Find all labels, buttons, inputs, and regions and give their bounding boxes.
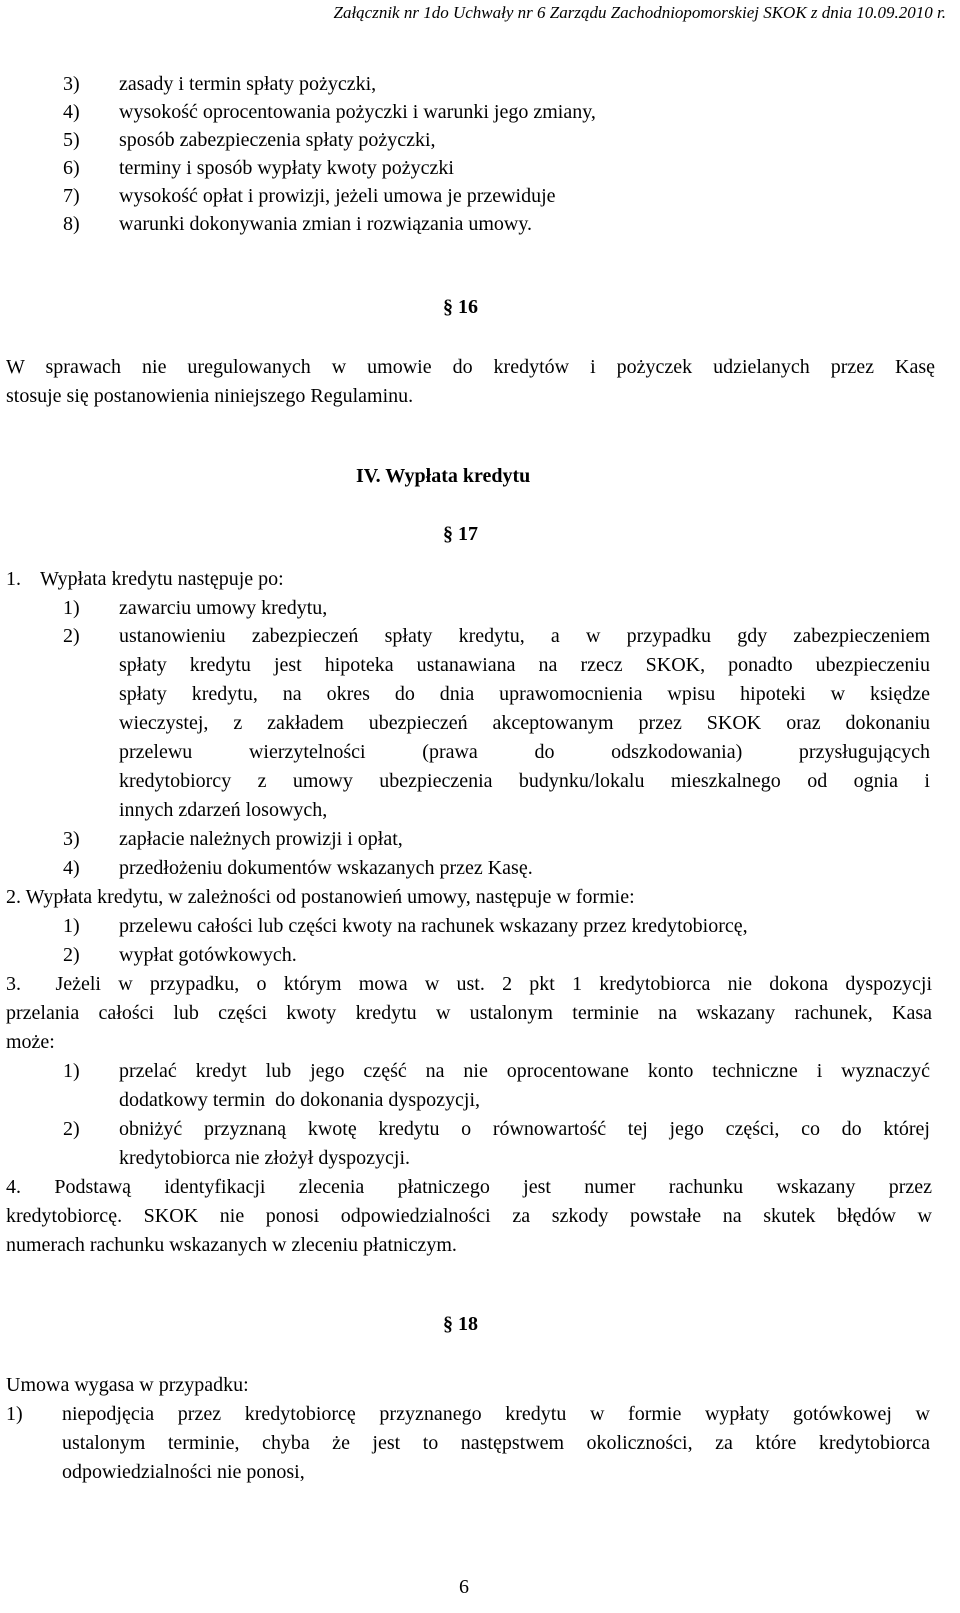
section-16-text-line: stosuje się postanowienia niniejszego Regulaminu. bbox=[6, 385, 414, 407]
list-item bbox=[63, 70, 80, 98]
list-number: 4) bbox=[63, 857, 80, 879]
list-item bbox=[63, 182, 80, 210]
list-item bbox=[63, 126, 80, 154]
list-number: 1) bbox=[63, 915, 80, 937]
text-line: dodatkowy termin do dokonania dyspozycji, bbox=[119, 1089, 481, 1111]
list-item bbox=[63, 154, 80, 182]
text-line: 4. Podstawą identyfikacji zlecenia płatniczego jest numer rachunku wskazany przez bbox=[6, 1176, 932, 1198]
text-line: obniżyć przyznaną kwotę kredytu o równowartość tej jego części, co do której bbox=[119, 1118, 930, 1140]
text-line: spłaty kredytu, na okres do dnia uprawomocnienia wpisu hipoteki w księdze bbox=[119, 683, 930, 705]
text-line: przelać kredyt lub jego część na nie oprocentowane konto techniczne i wyznaczyć bbox=[119, 1060, 930, 1082]
list-item-text: zapłacie należnych prowizji i opłat, bbox=[119, 828, 403, 850]
list-number: 6) bbox=[63, 157, 80, 179]
list-item-text: przedłożeniu dokumentów wskazanych przez Kasę. bbox=[119, 857, 533, 879]
list-number: 2) bbox=[63, 944, 80, 966]
text-line: ustalonym terminie, chyba że jest to następstwem okoliczności, za które kredytobiorca bbox=[62, 1432, 930, 1454]
section-18-heading: § 18 bbox=[443, 1313, 478, 1335]
chapter-heading: IV. Wypłata kredytu bbox=[356, 465, 531, 487]
text-line: kredytobiorca nie złożył dyspozycji. bbox=[119, 1147, 411, 1169]
text-line: spłaty kredytu jest hipoteka ustanawiana na rzecz SKOK, ponadto ubezpieczeniu bbox=[119, 654, 930, 676]
list-item-text: terminy i sposób wypłaty kwoty pożyczki bbox=[119, 157, 454, 179]
paragraph-text: Wypłata kredytu następuje po: bbox=[40, 568, 284, 590]
text-line: 3. Jeżeli w przypadku, o którym mowa w ust. 2 pkt 1 kredytobiorca nie dokona dyspozycji bbox=[6, 973, 932, 995]
list-number: 1) bbox=[6, 1403, 23, 1425]
section-16-heading: § 16 bbox=[443, 296, 478, 318]
text-line: może: bbox=[6, 1031, 55, 1053]
text-line: wieczystej, z zakładem ubezpieczeń akceptowanym przez SKOK oraz dokonaniu bbox=[119, 712, 930, 734]
list-item-text: sposób zabezpieczenia spłaty pożyczki, bbox=[119, 129, 436, 151]
list-item-text: wysokość oprocentowania pożyczki i warunki jego zmiany, bbox=[119, 101, 596, 123]
text-line: niepodjęcia przez kredytobiorcę przyznanego kredytu w formie wypłaty gotówkowej w bbox=[62, 1403, 930, 1425]
paragraph-number: 1. bbox=[6, 568, 21, 590]
list-item-text: przelewu całości lub części kwoty na rachunek wskazany przez kredytobiorcę, bbox=[119, 915, 748, 937]
text-line: przelewu wierzytelności (prawa do odszkodowania) przysługujących bbox=[119, 741, 930, 763]
list-item bbox=[63, 98, 80, 126]
list-item-text: wysokość opłat i prowizji, jeżeli umowa je przewiduje bbox=[119, 185, 556, 207]
list-item-text: wypłat gotówkowych. bbox=[119, 944, 297, 966]
list-number: 3) bbox=[63, 73, 80, 95]
list-item bbox=[63, 210, 80, 238]
text-line: przelania całości lub części kwoty kredytu w ustalonym terminie na wskazany rachunek, Kasa bbox=[6, 1002, 932, 1024]
text-line: kredytobiorcę. SKOK nie ponosi odpowiedzialności za szkody powstałe na skutek błędów w bbox=[6, 1205, 932, 1227]
text-line: kredytobiorcy z umowy ubezpieczenia budynku/lokalu mieszkalnego od ognia i bbox=[119, 770, 930, 792]
paragraph-text: Umowa wygasa w przypadku: bbox=[6, 1374, 249, 1396]
list-number: 2) bbox=[63, 1118, 80, 1140]
section-16-text-line: W sprawach nie uregulowanych w umowie do kredytów i pożyczek udzielanych przez Kasę bbox=[6, 356, 935, 378]
page-number: 6 bbox=[459, 1576, 469, 1598]
list-number: 2) bbox=[63, 625, 80, 647]
list-number: 5) bbox=[63, 129, 80, 151]
paragraph-text: 2. Wypłata kredytu, w zależności od postanowień umowy, następuje w formie: bbox=[6, 886, 635, 908]
list-item-text: warunki dokonywania zmian i rozwiązania umowy. bbox=[119, 213, 533, 235]
document-header: Załącznik nr 1do Uchwały nr 6 Zarządu Zachodniopomorskiej SKOK z dnia 10.09.2010 r. bbox=[333, 3, 946, 22]
list-number: 4) bbox=[63, 101, 80, 123]
text-line: ustanowieniu zabezpieczeń spłaty kredytu, a w przypadku gdy zabezpieczeniem bbox=[119, 625, 930, 647]
list-number: 8) bbox=[63, 213, 80, 235]
list-number: 1) bbox=[63, 597, 80, 619]
text-line: innych zdarzeń losowych, bbox=[119, 799, 328, 821]
list-number: 1) bbox=[63, 1060, 80, 1082]
list-number: 7) bbox=[63, 185, 80, 207]
section-17-heading: § 17 bbox=[443, 523, 478, 545]
list-item-text: zasady i termin spłaty pożyczki, bbox=[119, 73, 377, 95]
list-number: 3) bbox=[63, 828, 80, 850]
text-line: odpowiedzialności nie ponosi, bbox=[62, 1461, 305, 1483]
text-line: numerach rachunku wskazanych w zleceniu płatniczym. bbox=[6, 1234, 457, 1256]
list-item-text: zawarciu umowy kredytu, bbox=[119, 597, 328, 619]
